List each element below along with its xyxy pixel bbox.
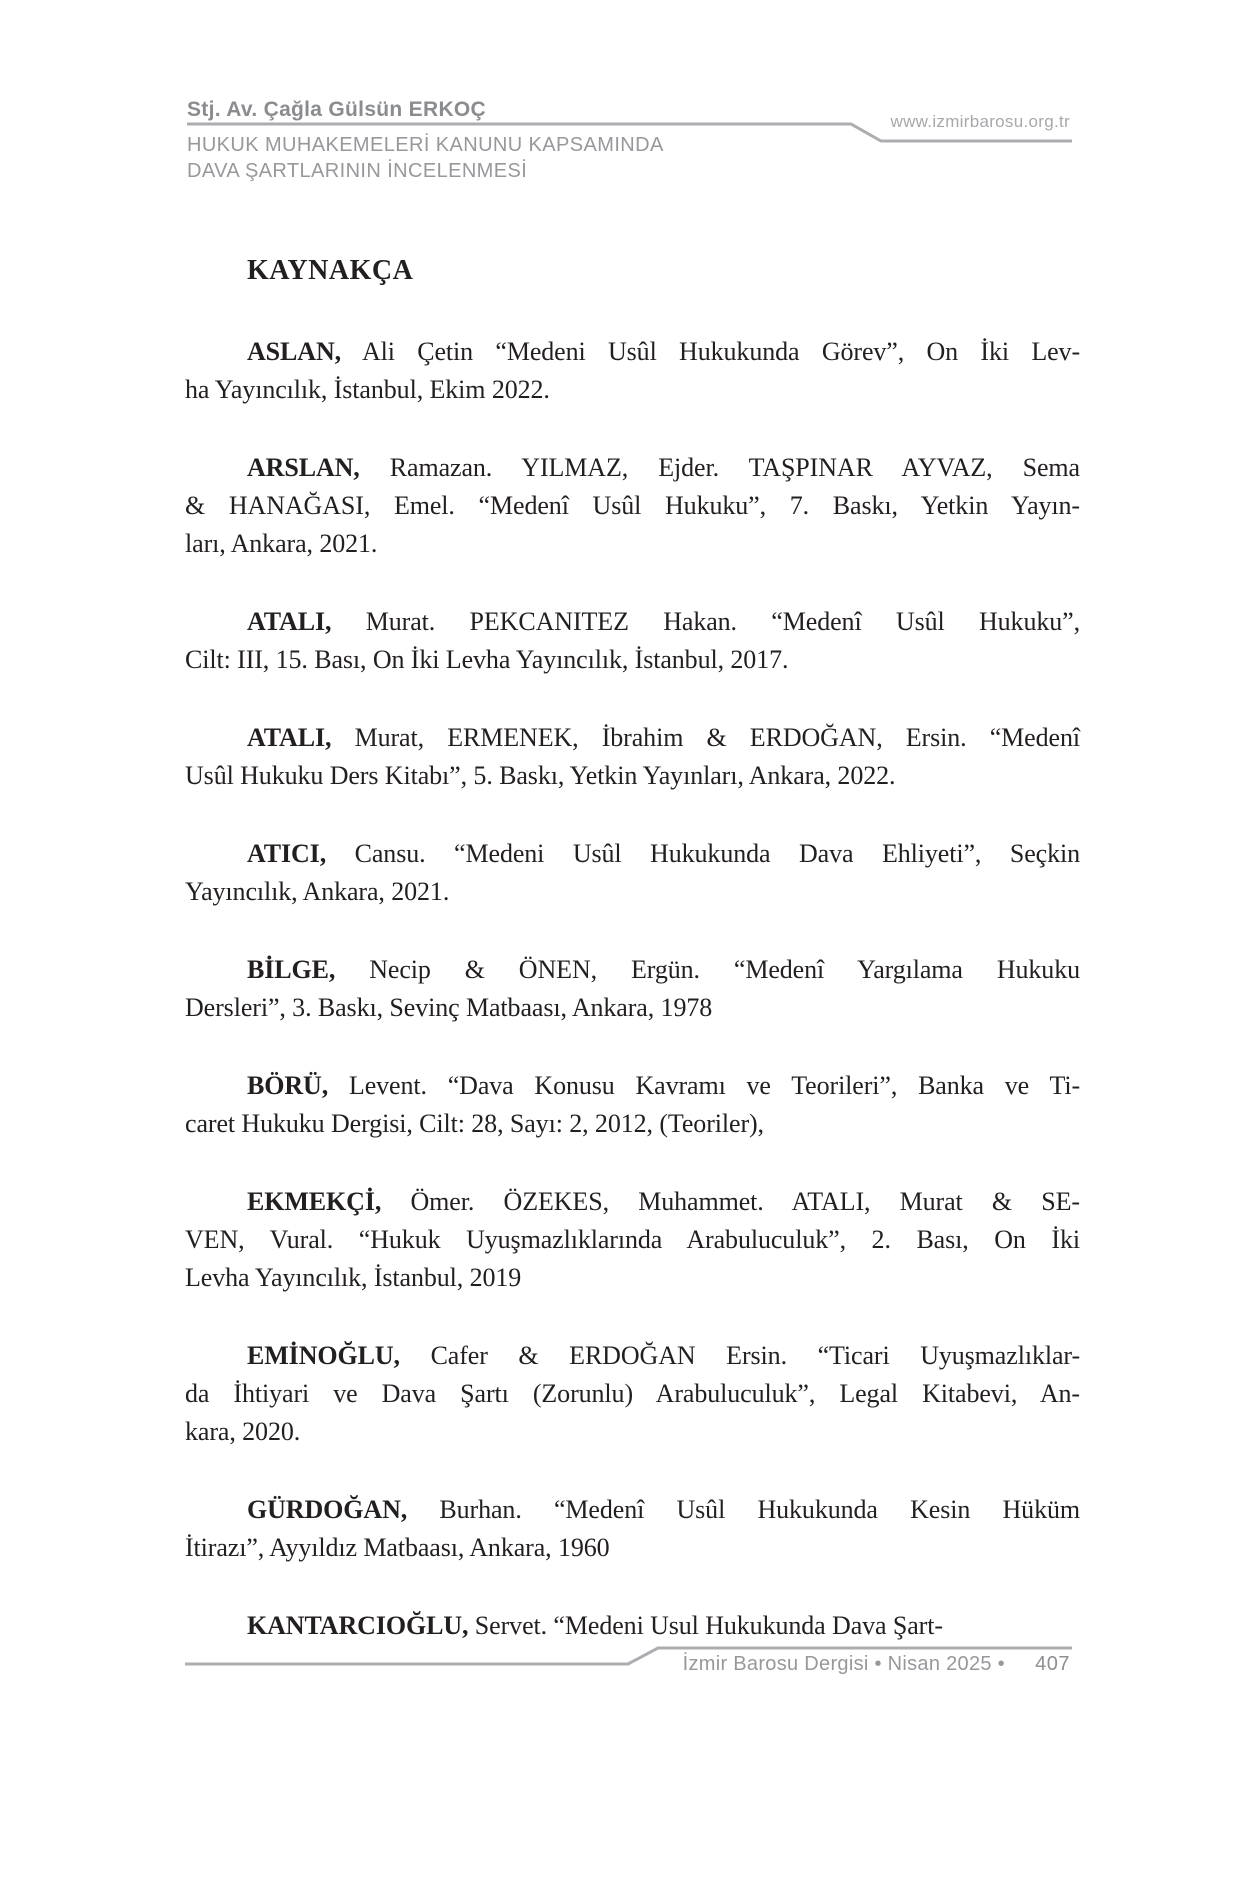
entry-line: VEN, Vural. “Hukuk Uyuşmazlıklarında Arabuluculuk”, 2. Bası, On İki [185, 1225, 1080, 1254]
bibliography-entry [185, 951, 1080, 1027]
entry-author-surname: ATALI, [247, 607, 332, 636]
article-title-line-1: HUKUK MUHAKEMELERİ KANUNU KAPSAMINDA [187, 134, 664, 156]
article-title-line-2: DAVA ŞARTLARININ İNCELENMESİ [187, 160, 528, 182]
entry-first-line [185, 1067, 1080, 1105]
entry-first-line-text: Ali Çetin “Medeni Usûl Hukukunda Görev”, On İki Lev- [341, 337, 1080, 366]
entry-first-line-text: Servet. “Medeni Usul Hukukunda Dava Şart- [468, 1611, 943, 1640]
entry-first-line [185, 1607, 1080, 1645]
entry-first-line-text: Ömer. ÖZEKES, Muhammet. ATALI, Murat & SE- [381, 1187, 1080, 1216]
entry-line: Usûl Hukuku Ders Kitabı”, 5. Baskı, Yetkin Yayınları, Ankara, 2022. [185, 761, 896, 790]
entry-first-line-text: Murat, ERMENEK, İbrahim & ERDOĞAN, Ersin. “Medenî [331, 723, 1080, 752]
bibliography-entry [185, 1067, 1080, 1143]
bibliography-entry [185, 719, 1080, 795]
entry-first-line-text: Levent. “Dava Konusu Kavramı ve Teorileri”, Banka ve Ti- [328, 1071, 1080, 1100]
entry-first-line [185, 1183, 1080, 1221]
entry-first-line [185, 835, 1080, 873]
entry-first-line [185, 1491, 1080, 1529]
entry-author-surname: BÖRÜ, [247, 1071, 329, 1100]
entry-line: ları, Ankara, 2021. [185, 529, 378, 558]
entry-first-line-text: Murat. PEKCANITEZ Hakan. “Medenî Usûl Hukuku”, [331, 607, 1080, 636]
bibliography-entry [185, 333, 1080, 409]
entry-first-line-text: Cafer & ERDOĞAN Ersin. “Ticari Uyuşmazlıklar- [399, 1341, 1080, 1370]
entry-first-line [185, 333, 1080, 371]
bibliography-entry [185, 1183, 1080, 1297]
entry-first-line [185, 719, 1080, 757]
entry-line: ha Yayıncılık, İstanbul, Ekim 2022. [185, 375, 550, 404]
entry-line: Yayıncılık, Ankara, 2021. [185, 877, 450, 906]
entry-line: Dersleri”, 3. Baskı, Sevinç Matbaası, Ankara, 1978 [185, 993, 713, 1022]
entry-first-line [185, 1337, 1080, 1375]
bibliography-entry [185, 603, 1080, 679]
entry-author-surname: ARSLAN, [247, 453, 360, 482]
entry-author-surname: ASLAN, [247, 337, 342, 366]
entry-first-line [185, 603, 1080, 641]
entry-author-surname: ATALI, [247, 723, 332, 752]
entry-first-line-text: Burhan. “Medenî Usûl Hukukunda Kesin Hüküm [407, 1495, 1080, 1524]
author-name: Stj. Av. Çağla Gülsün ERKOÇ [187, 98, 487, 121]
entry-author-surname: EMİNOĞLU, [247, 1341, 400, 1370]
entry-author-surname: GÜRDOĞAN, [247, 1495, 408, 1524]
entry-first-line [185, 951, 1080, 989]
bibliography-heading: KAYNAKÇA [247, 255, 414, 286]
entry-author-surname: EKMEKÇİ, [247, 1187, 382, 1216]
entry-line: Levha Yayıncılık, İstanbul, 2019 [185, 1263, 522, 1292]
journal-website: www.izmirbarosu.org.tr [890, 112, 1070, 131]
entry-line: Cilt: III, 15. Bası, On İki Levha Yayıncılık, İstanbul, 2017. [185, 645, 789, 674]
bibliography-entry [185, 835, 1080, 911]
bibliography-section [185, 255, 1080, 1685]
bibliography-entry [185, 1607, 1080, 1645]
bibliography-entry [185, 449, 1080, 563]
entry-line: caret Hukuku Dergisi, Cilt: 28, Sayı: 2, 2012, (Teoriler), [185, 1109, 764, 1138]
entry-line: & HANAĞASI, Emel. “Medenî Usûl Hukuku”, 7. Baskı, Yetkin Yayın- [185, 491, 1080, 520]
entry-line: kara, 2020. [185, 1417, 301, 1446]
entry-line: da İhtiyari ve Dava Şartı (Zorunlu) Arabuluculuk”, Legal Kitabevi, An- [185, 1379, 1080, 1408]
entry-first-line-text: Cansu. “Medeni Usûl Hukukunda Dava Ehliyeti”, Seçkin [326, 839, 1080, 868]
article-title [187, 132, 664, 184]
entry-first-line-text: Ramazan. YILMAZ, Ejder. TAŞPINAR AYVAZ, Sema [359, 453, 1080, 482]
bibliography-list [185, 333, 1080, 1645]
entry-author-surname: BİLGE, [247, 955, 336, 984]
entry-author-surname: ATICI, [247, 839, 327, 868]
entry-author-surname: KANTARCIOĞLU, [247, 1611, 469, 1640]
bibliography-entry [185, 1491, 1080, 1567]
entry-first-line [185, 449, 1080, 487]
page-number: 407 [1035, 1653, 1070, 1675]
bibliography-entry [185, 1337, 1080, 1451]
entry-line: İtirazı”, Ayyıldız Matbaası, Ankara, 1960 [185, 1533, 610, 1562]
entry-first-line-text: Necip & ÖNEN, Ergün. “Medenî Yargılama Hukuku [335, 955, 1080, 984]
journal-name-footer: İzmir Barosu Dergisi • Nisan 2025 • [682, 1653, 1005, 1675]
